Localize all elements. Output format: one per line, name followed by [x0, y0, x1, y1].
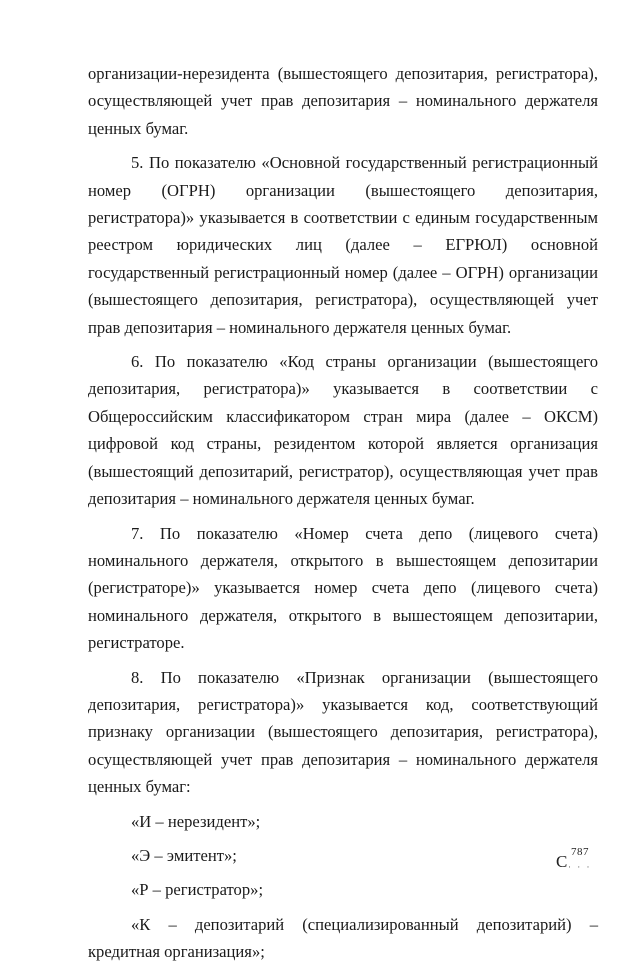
paragraph-6-country-code: 6. По показателю «Код страны организации (вышестоящего депозитария, регистратора)» указывается в соответствии с Общероссийским классификатором стран мира (далее – ОКСМ) цифровой код страны, резидентом которой является организация (вышестоящий депозитарий, регистратор), осуществляющая учет прав депозитария – номинального держателя ценных бумаг. [88, 352, 598, 509]
paragraph-continuation: организации-нерезидента (вышестоящего депозитария, регистратора), осуществляющей учет прав депозитария – номинального держателя ценных бумаг. [88, 64, 598, 138]
document-body [88, 60, 598, 973]
code-item-issuer: «Э – эмитент»; [131, 845, 237, 865]
paragraph-8-org-attribute: 8. По показателю «Признак организации (вышестоящего депозитария, регистратора)» указывается код, соответствующий признаку организации (вышестоящего депозитария, регистратора), осуществляющей учет прав депозитария – номинального держателя ценных бумаг: [88, 667, 598, 797]
page-stamp [556, 846, 604, 876]
stamp-dots: · · · [568, 862, 592, 872]
stamp-letter: С [556, 852, 568, 871]
paragraph-7-depo-account: 7. По показателю «Номер счета депо (лицевого счета) номинального держателя, открытого в вышестоящем депозитарии (регистраторе)» указывается номер счета депо (лицевого счета) номинального держателя, открытого в вышестоящем депозитарии, регистраторе. [88, 523, 598, 653]
paragraph-5-ogrn: 5. По показателю «Основной государственный регистрационный номер (ОГРН) организации (вышестоящего депозитария, регистратора)» указывается в соответствии с единым государственным реестром юридических лиц (далее – ЕГРЮЛ) основной государственный регистрационный номер (далее – ОГРН) организации (вышестоящего депозитария, регистратора), осуществляющей учет прав депозитария – номинального держателя ценных бумаг. [88, 153, 598, 337]
code-item-depository: «К – депозитарий (специализированный депозитарий) – кредитная организация»; [88, 914, 598, 962]
page-number: 787 [571, 846, 589, 858]
code-item-nonresident: «И – нерезидент»; [131, 811, 261, 831]
code-item-registrar: «Р – регистратор»; [131, 880, 264, 900]
